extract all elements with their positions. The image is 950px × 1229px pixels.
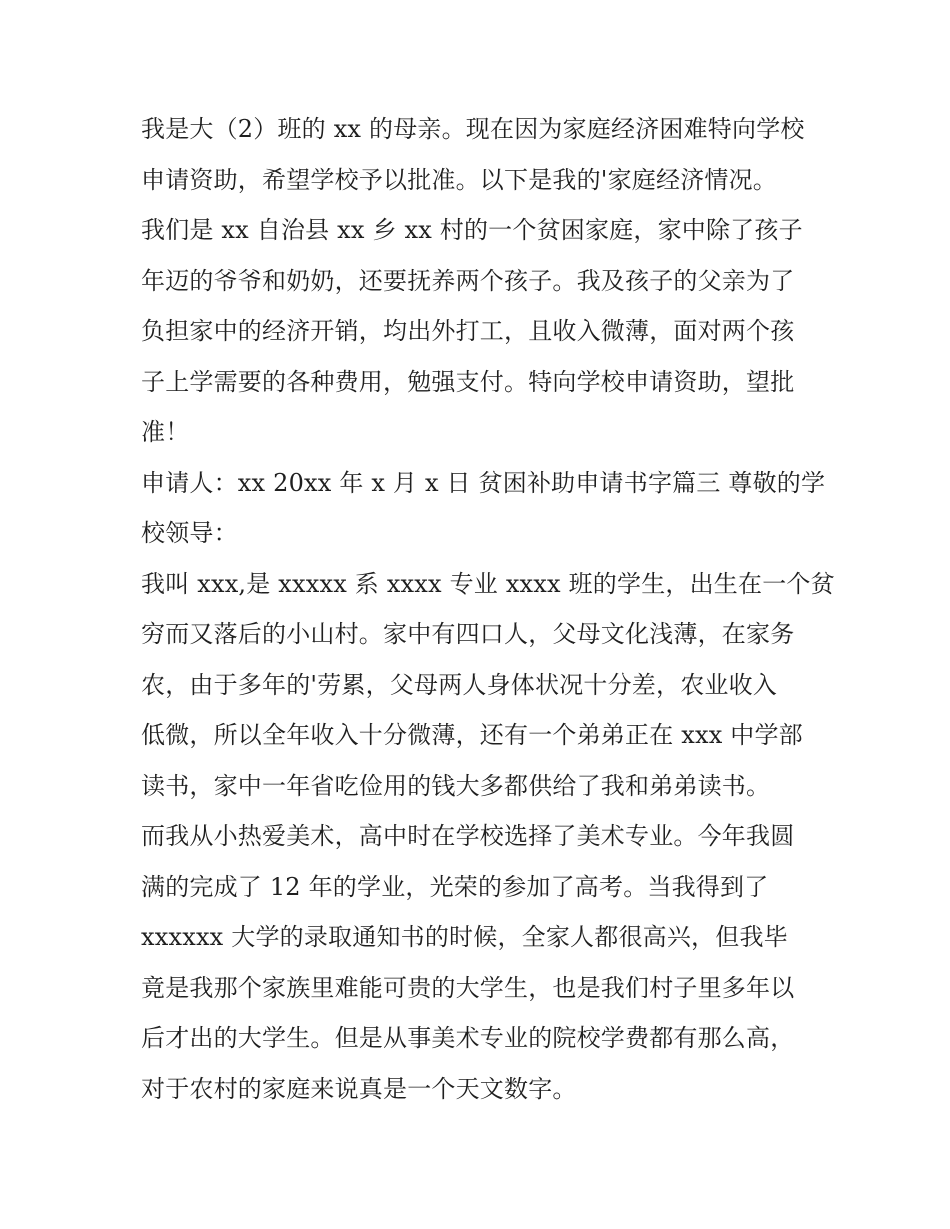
document-body xyxy=(141,104,835,1114)
text-line-16: 满的完成了 12 年的学业，光荣的参加了高考。当我得到了 xyxy=(141,872,769,901)
text-line-5: 负担家中的经济开销，均出外打工，且收入微薄，面对两个孩 xyxy=(141,317,795,345)
text-line-15: 而我从小热爱美术，高中时在学校选择了美术专业。今年我圆 xyxy=(141,822,795,850)
text-line-20: 对于农村的家庭来说真是一个天文数字。 xyxy=(141,1074,577,1103)
text-line-18: 竟是我那个家族里难能可贵的大学生，也是我们村子里多年以 xyxy=(141,973,795,1002)
text-line-8: 申请人：xx 20xx 年 x 月 x 日 贫困补助申请书字篇三 尊敬的学 xyxy=(141,468,826,497)
text-line-1: 我是大（2）班的 xx 的母亲。现在因为家庭经济困难特向学校 xyxy=(141,115,805,143)
text-line-13: 低微，所以全年收入十分微薄，还有一个弟弟正在 xxx 中学部 xyxy=(141,721,803,749)
text-line-9: 校领导： xyxy=(141,519,238,547)
text-line-14: 读书，家中一年省吃俭用的钱大多都供给了我和弟弟读书。 xyxy=(141,771,771,800)
text-line-7: 准！ xyxy=(141,418,190,446)
text-line-17: xxxxxx 大学的录取通知书的时候，全家人都很高兴，但我毕 xyxy=(141,923,788,951)
text-line-12: 农，由于多年的'劳累，父母两人身体状况十分差，农业收入 xyxy=(141,670,777,699)
text-line-11: 穷而又落后的小山村。家中有四口人，父母文化浅薄，在家务 xyxy=(141,620,795,648)
text-line-19: 后才出的大学生。但是从事美术专业的院校学费都有那么高， xyxy=(141,1024,795,1052)
text-line-6: 子上学需要的各种费用，勉强支付。特向学校申请资助，望批 xyxy=(141,367,795,396)
text-line-10: 我叫 xxx,是 xxxxx 系 xxxx 专业 xxxx 班的学生，出生在一个贫 xyxy=(141,569,835,598)
text-line-2: 申请资助，希望学校予以批准。以下是我的'家庭经济情况。 xyxy=(141,165,777,194)
text-line-3: 我们是 xx 自治县 xx 乡 xx 村的一个贫困家庭，家中除了孩子 xyxy=(141,216,803,244)
text-line-4: 年迈的爷爷和奶奶，还要抚养两个孩子。我及孩子的父亲为了 xyxy=(141,266,795,295)
